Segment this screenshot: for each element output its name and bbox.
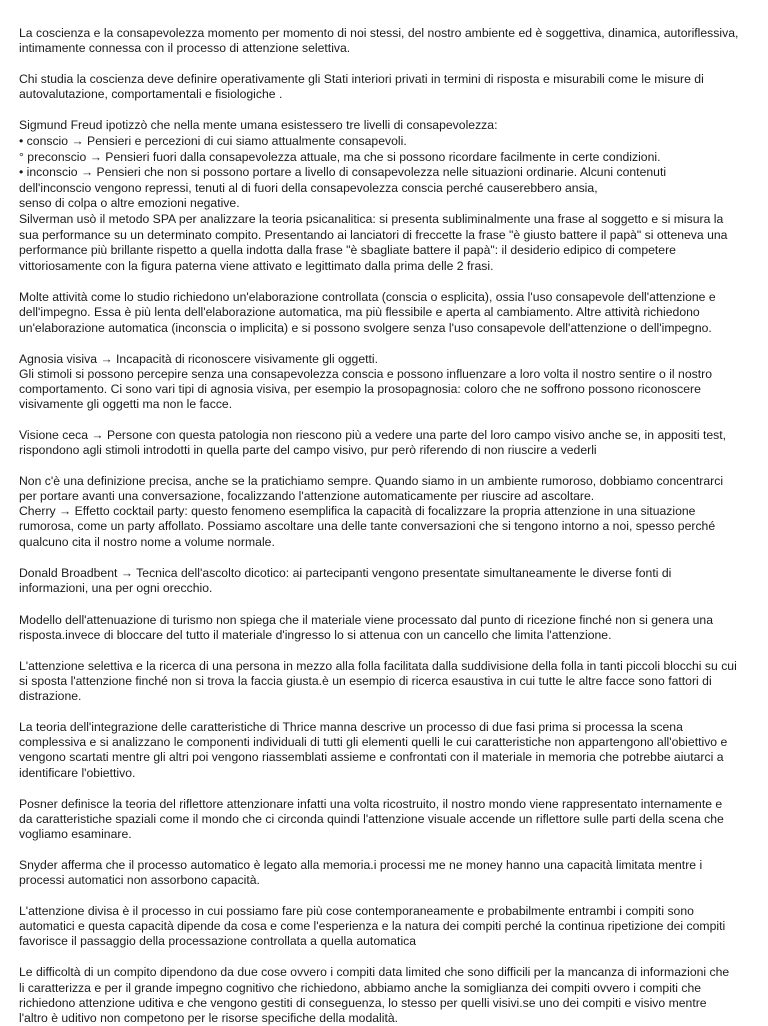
paragraph-broadbent: Donald Broadbent → Tecnica dell'ascolto dicotico: ai partecipanti vengono presentate simultaneamente le diverse fonti di informazioni, una per ogni orecchio. [19,565,672,596]
paragraph-attenzione-divisa: L'attenzione divisa è il processo in cui possiamo fare più cose contemporaneamente e probabilmente entrambi i compiti sono automatici e questa capacità dipende da cosa e come l'esperienza e la natura dei compiti perché la continua ripetizione dei compiti favorisce il passaggio della processazione controllata a quella automatica [19,904,726,949]
paragraph-posner-riflettore: Posner definisce la teoria del riflettore attenzionare infatti una volta ricostruito, il nostro mondo viene rappresentato internamente e da caratteristiche spaziali come il mondo che ci circonda quindi l'attenzione visuale accende un riflettore sulle parti della scena che vogliamo esaminare. [19,796,724,841]
paragraph-studio-coscienza: Chi studia la coscienza deve definire operativamente gli Stati interiori privati in termini di risposta e misurabili come le misure di autovalutazione, comportamentali e fisiologiche . [19,72,704,102]
paragraph-elaborazione-controllata: Molte attività come lo studio richiedono un'elaborazione controllata (conscia o esplicita), ossia l'uso consapevole dell'attenzione e dell'impegno. Essa è più lenta dell'elaborazione automatica, ma più flessibile e aperta al cambiamento. Altre attività richiedono un'elaborazione automatica (inconscia o implicita) e si possono svolgere senza l'uso consapevole dell'attenzione o dell'impegno. [19,290,716,335]
paragraph-agnosia-visiva: Agnosia visiva → Incapacità di riconoscere visivamente gli oggetti. Gli stimoli si possono percepire senza una consapevolezza conscia e possono influenzare a loro volta il nostro sentire o il nostro comportamento. Ci sono vari tipi di agnosia visiva, per esempio la prosopagnosia: coloro che ne soffrono possono riconoscere visivamente gli oggetti ma non le facce. [19,351,712,411]
paragraph-visione-ceca: Visione ceca → Persone con questa patologia non riescono più a vedere una parte del loro campo visivo anche se, in appositi test, rispondono agli stimoli introdotti in quella parte del campo visivo, pur però riferendo di non riuscire a vederli [19,427,727,458]
paragraph-cocktail-party: Non c'è una definizione precisa, anche se la pratichiamo sempre. Quando siamo in un ambiente rumoroso, dobbiamo concentrarci per portare avanti una conversazione, focalizzando l'attenzione automaticamente per riuscire ad ascoltare. Cherry → Effetto cocktail party: questo fenomeno esemplifica la capacità di focalizzare la propria attenzione in una situazione rumorosa, come un party affollato. Possiamo ascoltare una delle tante conversazioni che si tengono intorno a noi, spesso perché qualcuno cita il nostro nome a volume normale. [19,474,724,549]
paragraph-attenuazione: Modello dell'attenuazione di turismo non spiega che il materiale viene processato dal punto di ricezione finché non si genera una risposta.invece di bloccare del tutto il materiale d'ingresso lo si attenua con un cancello che limita l'attenzione. [19,612,713,642]
paragraph-coscienza-definizione: La coscienza e la consapevolezza momento per momento di noi stessi, del nostro ambiente ed è soggettiva, dinamica, autoriflessiva, intimamente connessa con il processo di attenzione selettiva. [19,26,739,56]
paragraph-integrazione-caratteristiche: La teoria dell'integrazione delle caratteristiche di Thrice manna descrive un processo di due fasi prima si processa la scena complessiva e si analizzano le componenti individuali di tutti gli elementi quelli le cui caratteristiche non appartengono all'obiettivo e vengono scartati mentre gli altri poi vengono riassemblati assieme e confrontati con il materiale in memoria che potrebbe aiutarci a identificare l'obiettivo. [19,720,728,780]
paragraph-snyder: Snyder afferma che il processo automatico è legato alla memoria.i processi me ne money hanno una capacità limitata mentre i processi automatici non assorbono capacità. [19,857,703,888]
paragraph-freud-livelli: Sigmund Freud ipotizzò che nella mente umana esistessero tre livelli di consapevolezza: • conscio → Pensieri e percezioni di cui siamo attualmente consapevoli. ° preconscio → Pensieri fuori dalla consapevolezza attuale, ma che si possono ricordare facilmente in certe condizioni. • inconscio → Pensieri che non si possono portare a livello di consapevolezza nelle situazioni ordinarie. Alcuni contenuti dell'inconscio vengono repressi, tenuti al di fuori della consapevolezza conscia perché causerebbero ansia, senso di colpa o altre emozioni negative. Silverman usò il metodo SPA per analizzare la teoria psicanalitica: si presenta subliminalmente una frase al soggetto e si misura la sua performance su un determinato compito. Presentando ai lanciatori di freccette la frase "è giusto battere il papà" si otteneva una performance più brillante rispetto a quella indotta dalla frase "è sbagliate battere il papà": il desiderio edipico di competere vittoriosamente con la figura paterna viene attivato e legittimato dalla prima delle 2 frasi. [19,118,728,273]
paragraph-difficolta-compito: Le difficoltà di un compito dipendono da due cose ovvero i compiti data limited che sono difficili per la mancanza di informazioni che li caratterizza e per il grande impegno cognitivo che richiedono, abbiamo anche la somiglianza dei compiti ovvero i compiti che richiedono attenzione uditiva e che vengono gestiti di conseguenza, lo stesso per quelli visivi.se uno dei compiti e visivo mentre l'altro è uditivo non competono per le risorse specifiche della modalità. [19,965,730,1025]
paragraph-attenzione-selettiva: L'attenzione selettiva e la ricerca di una persona in mezzo alla folla facilitata dalla suddivisione della folla in tanti piccoli blocchi su cui si sposta l'attenzione finché non si trova la faccia giusta.è un esempio di ricerca esaustiva in cui tutte le altre facce sono fattori di distrazione. [19,659,737,704]
